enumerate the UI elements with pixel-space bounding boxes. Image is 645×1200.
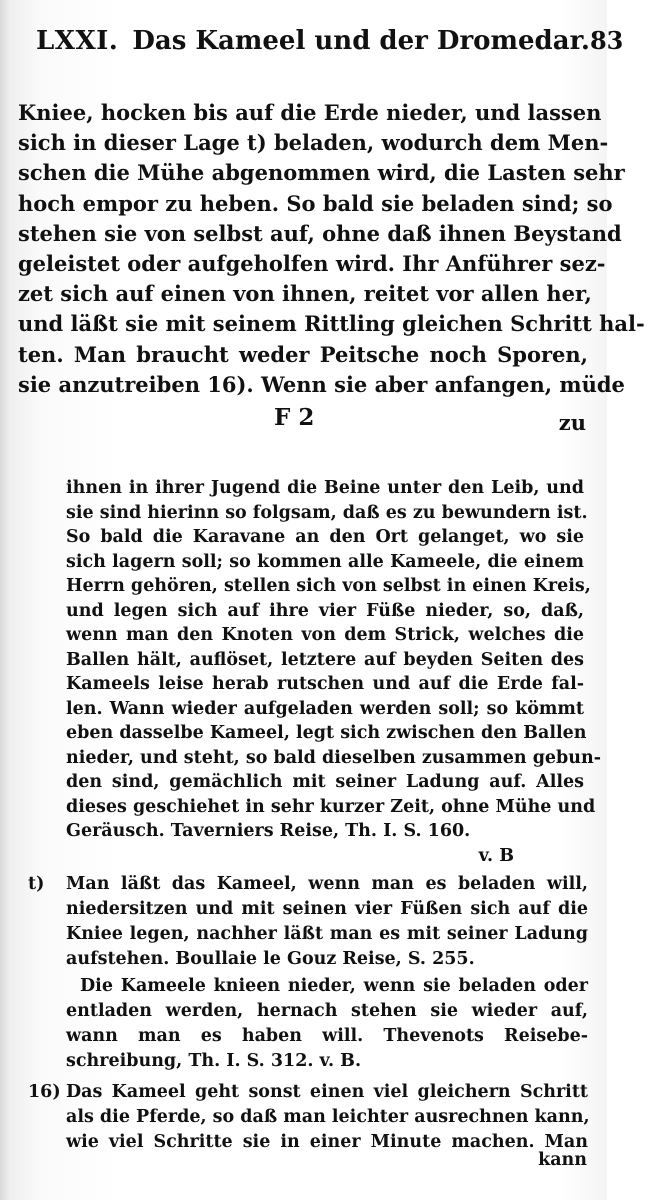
text-line: geleistet oder aufgeholfen wird. Ihr Anführer sez- xyxy=(18,250,606,276)
text-line: zet sich auf einen von ihnen, reitet vor allen her, xyxy=(18,281,592,307)
note-line: den sind, gemächlich mit seiner Ladung auf. Alles xyxy=(66,772,584,792)
footnote-marker: 16) xyxy=(28,1082,61,1102)
note-line: Ballen hält, auflöset, letztere auf beyden Seiten des xyxy=(66,649,584,670)
printer-signature: F 2 xyxy=(274,404,315,431)
footnote-line: entladen werden, hernach stehen sie wieder auf, xyxy=(66,1001,588,1021)
text-line: stehen sie von selbst auf, ohne daß ihnen Beystand xyxy=(18,220,622,246)
footnote-line: niedersitzen und mit seinen vier Füßen sich auf die xyxy=(66,899,588,919)
footnote-16 xyxy=(22,1080,588,1155)
note-line: wenn man den Knoten von dem Strick, welches die xyxy=(66,625,584,645)
text-line: sie anzutreiben 16). Wenn sie aber anfangen, müde xyxy=(18,371,625,397)
note-line: Kameels leise herab rutschen und auf die Erde fal- xyxy=(66,674,584,694)
note-line: So bald die Karavane an den Ort gelanget, wo sie xyxy=(66,527,584,547)
main-text xyxy=(18,98,645,400)
chapter-number: LXXI. xyxy=(36,26,119,56)
note-line: Herrn gehören, stellen sich von selbst in einen Kreis, xyxy=(66,576,591,596)
text-line: Kniee, hocken bis auf die Erde nieder, und lassen xyxy=(18,100,602,125)
footnote-line: aufstehen. Boullaie le Gouz Reise, S. 255. xyxy=(66,949,475,969)
page-number: 83 xyxy=(589,26,624,55)
bleed-through-note xyxy=(66,476,602,868)
footnotes xyxy=(22,872,588,1161)
note-line: len. Wann wieder aufgeladen werden soll; so kömmt xyxy=(66,698,584,719)
footnote-t xyxy=(22,872,588,1074)
note-line: sich lagern soll; so kommen alle Kameele, die einem xyxy=(66,551,584,572)
text-line: hoch empor zu heben. So bald sie beladen sind; so xyxy=(18,190,613,216)
footnote-line: Kniee legen, nachher läßt man es mit seiner Ladung xyxy=(66,924,588,944)
note-line: Geräusch. Taverniers Reise, Th. I. S. 160. xyxy=(66,821,471,841)
note-signature: v. B xyxy=(478,845,514,866)
text-line: ten. Man braucht weder Peitsche noch Sporen, xyxy=(18,341,588,367)
text-line: und läßt sie mit seinem Rittling gleichen Schritt hal- xyxy=(18,311,645,337)
footnote-line: wann man es haben will. Thevenots Reisebe- xyxy=(66,1026,588,1046)
footnote-line: Die Kameele knieen nieder, wenn sie beladen oder xyxy=(80,976,588,996)
text-line: sich in dieser Lage t) beladen, wodurch dem Men- xyxy=(18,130,609,156)
footnote-continuation xyxy=(66,974,588,1074)
note-line: und legen sich auf ihre vier Füße nieder, so, daß, xyxy=(66,600,584,621)
note-line: dieses geschiehet in sehr kurzer Zeit, ohne Mühe und xyxy=(66,796,596,817)
catchword: zu xyxy=(558,410,586,435)
footnote-line: schreibung, Th. I. S. 312. v. B. xyxy=(66,1051,362,1071)
note-line: eben dasselbe Kameel, legt sich zwischen den Ballen xyxy=(66,723,587,743)
footnote-marker: t) xyxy=(28,874,45,894)
text-line: schen die Mühe abgenommen wird, die Lasten sehr xyxy=(18,160,625,186)
note-line: ihnen in ihrer Jugend die Beine unter den Leib, und xyxy=(66,478,584,498)
footnote-line: wie viel Schritte sie in einer Minute machen. Man xyxy=(66,1132,588,1152)
note-line: nieder, und steht, so bald dieselben zusammen gebun- xyxy=(66,747,602,768)
signature-line xyxy=(18,404,588,438)
running-header xyxy=(36,26,624,68)
footnote-line: Man läßt das Kameel, wenn man es beladen will, xyxy=(66,874,588,894)
note-line: sie sind hierinn so folgsam, daß es zu bewundern ist. xyxy=(66,502,588,523)
bottom-catchword: kann xyxy=(538,1150,587,1170)
footnote-line: als die Pferde, so daß man leichter ausrechnen kann, xyxy=(66,1107,590,1127)
footnote-line: Das Kameel geht sonst einen viel gleichern Schritt xyxy=(66,1082,588,1102)
running-title: Das Kameel und der Dromedar. xyxy=(132,26,590,56)
